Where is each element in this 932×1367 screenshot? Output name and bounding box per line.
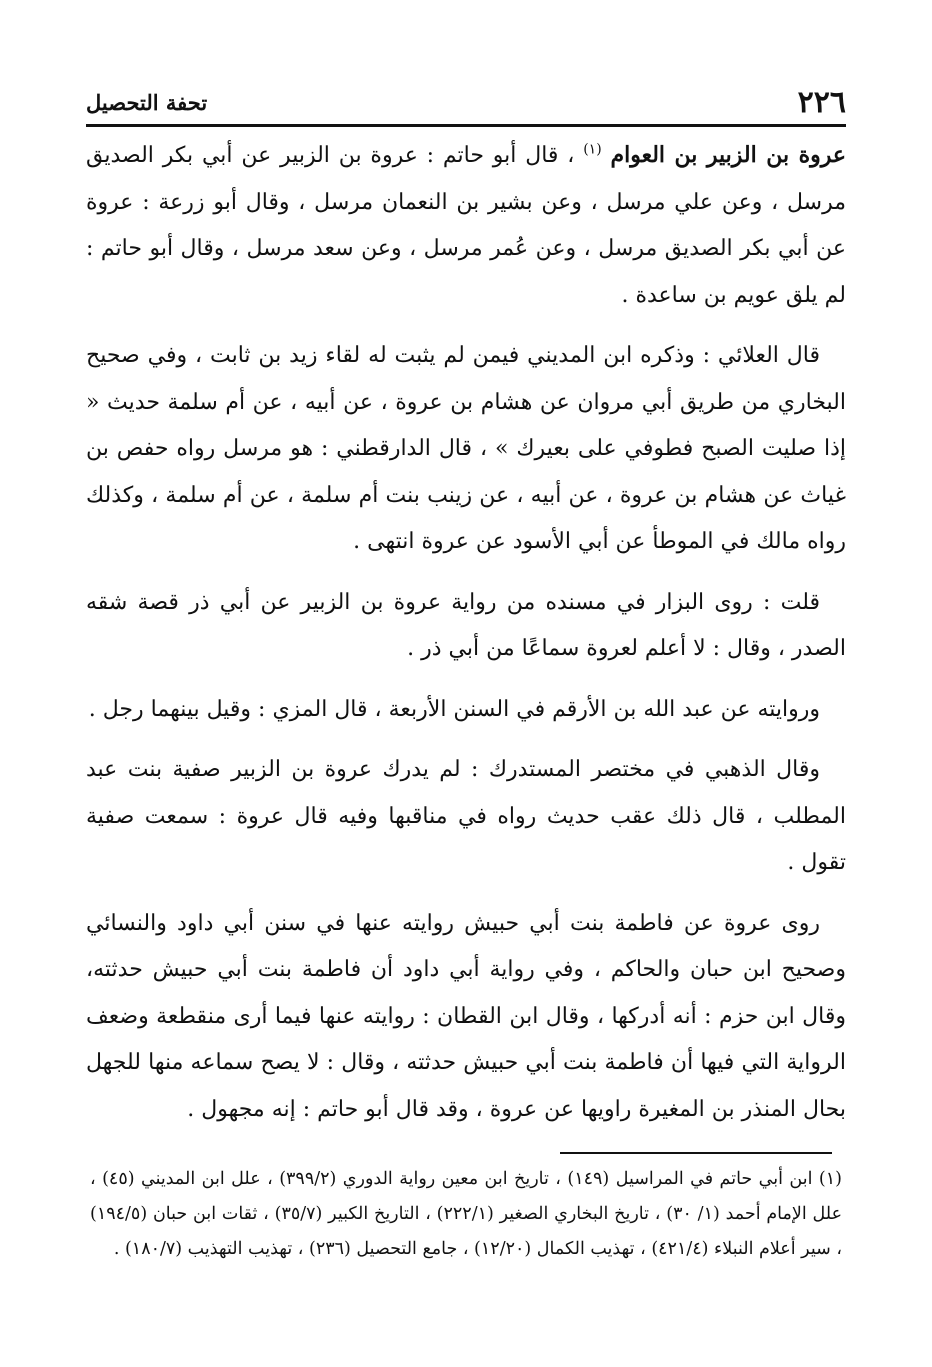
paragraph: قال العلائي : وذكره ابن المديني فيمن لم يثبت له لقاء زيد بن ثابت ، وفي صحيح البخاري من طريق أبي مروان عن هشام بن عروة ، عن أبيه ، عن أم سلمة حديث « إذا صليت الصبح فطوفي على بعيرك » ، قال الدارقطني : هو مرسل رواه حفص بن غياث عن هشام بن عروة ، عن أبيه ، عن زينب بنت أم سلمة ، عن أم سلمة ، وكذلك رواه مالك في الموطأ عن أبي الأسود عن عروة انتهى . [86, 343, 846, 554]
page-number: ٢٢٦ [797, 84, 846, 120]
paragraph: وقال الذهبي في مختصر المستدرك : لم يدرك عروة بن الزبير صفية بنت عبد المطلب ، قال ذلك عقب حديث رواه في مناقبها وفيه قال عروة : سمعت صفية تقول . [86, 757, 846, 875]
paragraph-text: ، قال أبو حاتم : عروة بن الزبير عن أبي بكر الصديق مرسل ، وعن علي مرسل ، وعن بشير بن النعمان مرسل ، وقال أبو زرعة : عروة عن أبي بكر الصديق مرسل ، وعن عُمر مرسل ، وعن سعد مرسل ، وقال أبو حاتم : لم يلق عويم بن ساعدة . [86, 143, 846, 308]
footnote-rule [560, 1152, 832, 1154]
footnote: (١) ابن أبي حاتم في المراسيل (١٤٩) ، تاريخ ابن معين رواية الدوري (٣٩٩/٢) ، علل ابن المديني (٤٥) ، علل الإمام أحمد (١/ ٣٠) ، تاريخ البخاري الصغير (٢٢٢/١) ، التاريخ الكبير (٣٥/٧) ، ثقات ابن حبان (١٩٤/٥) ، سير أعلام النبلاء (٤٢١/٤) ، تهذيب الكمال (١٢/٢٠) ، جامع التحصيل (٢٣٦) ، تهذيب التهذيب (١٨٠/٧) . [90, 1169, 843, 1259]
main-text [86, 132, 846, 1147]
footnote-reference: (١) [583, 141, 602, 158]
paragraph: وروايته عن عبد الله بن الأرقم في السنن الأربعة ، قال المزي : وقيل بينهما رجل . [88, 696, 820, 722]
paragraph: قلت : روى البزار في مسنده من رواية عروة بن الزبير عن أبي ذر قصة شقه الصدر ، وقال : لا أعلم لعروة سماعًا من أبي ذر . [86, 589, 846, 661]
page-header [86, 82, 846, 122]
header-rule [86, 124, 846, 127]
running-title: تحفة التحصيل [86, 89, 208, 115]
entry-name: عروة بن الزبير بن العوام [610, 142, 846, 168]
paragraph-entry [86, 132, 846, 319]
paragraph: روى عروة عن فاطمة بنت أبي حبيش روايته عنها في سنن أبي داود والنسائي وصحيح ابن حبان والحاكم ، وفي رواية أبي داود أن فاطمة بنت أبي حبيش حدثته، وقال ابن حزم : أنه أدركها ، وقال ابن القطان : روايته عنها فيما أرى منقطعة وضعف الرواية التي فيها أن فاطمة بنت أبي حبيش حدثته ، وقال : لا يصح سماعه منها للجهل بحال المنذر بن المغيرة راويها عن عروة ، وقد قال أبو حاتم : إنه مجهول . [86, 910, 846, 1122]
